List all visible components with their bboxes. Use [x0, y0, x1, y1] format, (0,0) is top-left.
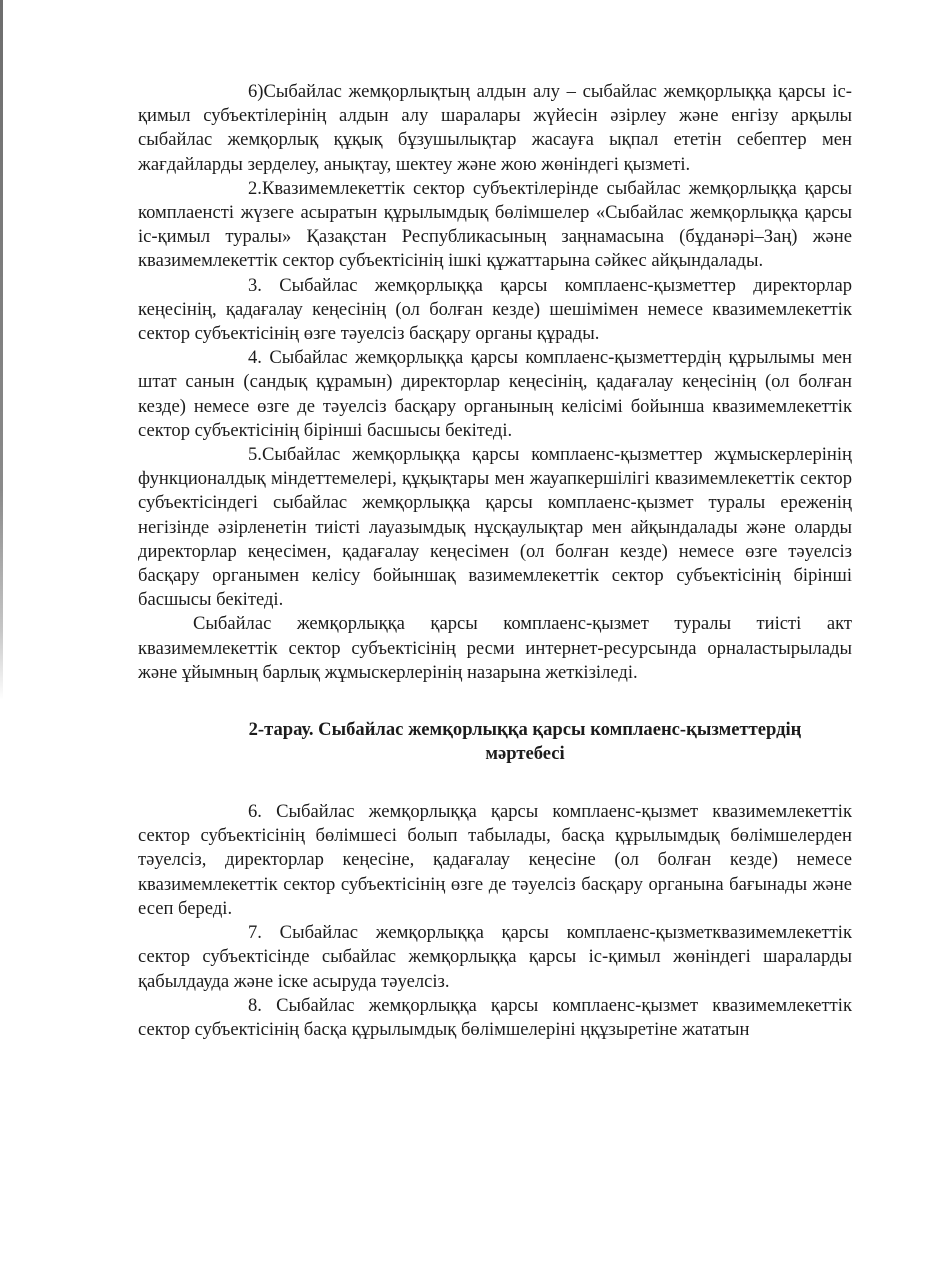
paragraph-5-continuation: [138, 612, 852, 685]
paragraph-text: Сыбайлас жемқорлыққа қарсы комплаенс-қызметтер жұмыскерлерінің функционалдық міндеттемелері, құқықтары мен жауапкершілігі квазимемлекеттік сектор субъектісіндегі сыбайлас жемқорлыққа қарсы комплаенс-қызмет туралы ереженің негізінде әзірленетін тиісті лауазымдық нұсқаулықтар мен айқындалады және оларды директорлар кеңесімен, қадағалау кеңесімен (ол болған кезде) немесе өзге тәуелсіз басқару органымен келісу бойыншақ вазимемлекеттік сектор субъектісінің бірінші басшысы бекітеді.: [138, 444, 852, 611]
paragraph-text: Сыбайлас жемқорлыққа қарсы комплаенс-қызметтер директорлар кеңесінің, қадағалау кеңесінің (ол болған кезде) шешімімен немесе квазимемлекеттік сектор субъектісінің өзге тәуелсіз басқару органы құрады.: [138, 274, 852, 345]
paragraph-3: [138, 274, 852, 347]
paragraph-number: 6.: [248, 801, 262, 823]
paragraph-number: 7.: [248, 922, 262, 944]
paragraph-number: 3.: [248, 274, 262, 296]
paragraph-4: [138, 346, 852, 443]
paragraph-number: 4.: [248, 347, 262, 369]
paragraph-text: Сыбайлас жемқорлыққа қарсы комплаенс-қызмет квазимемлекеттік сектор субъектісінің басқа құрылымдық бөлімшелеріні ңқұзыретіне жататын: [138, 994, 853, 1040]
paragraph-text: Сыбайлас жемқорлыққа қарсы комплаенс-қызметквазимемлекеттік сектор субъектісінде сыбайлас жемқорлыққа қарсы іс-қимыл жөніндегі шараларды қабылдауда және іске асыруда тәуелсіз.: [138, 922, 852, 992]
scan-edge-artifact: [0, 0, 3, 700]
paragraph-number: 5.: [248, 444, 262, 466]
section-heading: [138, 718, 852, 766]
paragraph-8: [138, 994, 852, 1042]
paragraph-item-6-definition: [138, 80, 852, 177]
paragraph-text: Сыбайлас жемқорлықтың алдын алу – сыбайлас жемқорлыққа қарсы іс-қимыл субъектілерінің алдын алу шаралары жүйесін әзірлеу және енгізу арқылы сыбайлас жемқорлық құқық бұзушылықтар жасауға ықпал ететін себептер мен жағдайларды зерделеу, анықтау, шектеу және жою жөніндегі қызметі.: [138, 81, 852, 175]
paragraph-number: 2.: [248, 177, 262, 199]
document-page: [138, 80, 852, 1042]
section-heading-line-1: 2-тарау. Сыбайлас жемқорлыққа қарсы комплаенс-қызметтердің: [248, 719, 802, 741]
paragraph-6: [138, 800, 852, 921]
paragraph-2: [138, 177, 852, 274]
paragraph-text: Квазимемлекеттік сектор субъектілерінде сыбайлас жемқорлыққа қарсы комплаенсті жүзеге асыратын құрылымдық бөлімшелер «Сыбайлас жемқорлыққа қарсы іс-қимыл туралы» Қазақстан Республикасының заңнамасына (бұданәрі–Заң) және квазимемлекеттік сектор субъектісінің ішкі құжаттарына сәйкес айқындалады.: [138, 177, 852, 272]
paragraph-5: [138, 443, 852, 612]
section-heading-line-2: мәртебесі: [485, 743, 565, 765]
paragraph-text: Сыбайлас жемқорлыққа қарсы комплаенс-қызмет туралы тиісті акт квазимемлекеттік сектор субъектісінің ресми интернет-ресурсында орналастырылады және ұйымның барлық жұмыскерлерінің назарына жеткізіледі.: [138, 613, 852, 683]
paragraph-7: [138, 921, 852, 994]
paragraph-number: 8.: [248, 994, 262, 1016]
paragraph-number: 6): [248, 81, 264, 102]
paragraph-text: Сыбайлас жемқорлыққа қарсы комплаенс-қызметтердің құрылымы мен штат санын (сандық құрамын) директорлар кеңесінің, қадағалау кеңесінің (ол болған кезде) немесе өзге де тәуелсіз басқару органының келісімі бойынша квазимемлекеттік сектор субъектісінің бірінші басшысы бекітеді.: [138, 347, 852, 441]
paragraph-text: Сыбайлас жемқорлыққа қарсы комплаенс-қызмет квазимемлекеттік сектор субъектісінің бөлімшесі болып табылады, басқа құрылымдық бөлімшелерден тәуелсіз, директорлар кеңесіне, қадағалау кеңесіне (ол болған кезде) немесе квазимемлекеттік сектор субъектісінің өзге де тәуелсіз басқару органына бағынады және есеп береді.: [138, 801, 853, 919]
